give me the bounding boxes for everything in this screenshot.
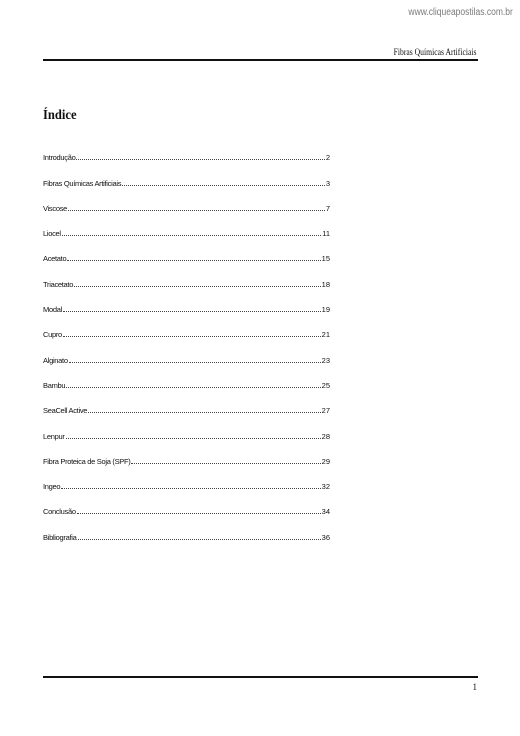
toc-entry-label: Alginato [43,355,68,365]
toc-entry-label: Fibras Químicas Artificiais [43,178,122,188]
toc-entry-page: 23 [321,355,330,365]
toc-entry-page: 21 [321,330,330,340]
toc-dot-leader [76,159,324,160]
toc-dot-leader [88,412,320,413]
toc-entry-label: Lenpur [43,431,65,441]
toc-dot-leader [122,185,325,186]
toc-entry-label: Triacetato [43,279,74,289]
toc-dot-leader [66,438,321,439]
toc-entry-label: Conclusão [43,507,76,517]
toc-entry[interactable] [43,390,330,415]
toc-dot-leader [69,362,321,363]
toc-entry[interactable] [43,188,330,213]
toc-entry[interactable] [43,441,330,466]
toc-entry-page: 34 [321,507,330,517]
toc-entry-label: Ingeo [43,482,61,492]
toc-dot-leader [62,235,321,236]
toc-dot-leader [63,311,321,312]
toc-entry-label: Fibra Proteica de Soja (SPF) [43,456,131,466]
toc-entry-page: 36 [321,532,330,542]
toc-entry-label: SeaCell Active [43,406,88,416]
toc-entry-label: Liocel [43,229,61,239]
running-header-title: Fibras Químicas Artificiais [393,47,476,57]
toc-entry[interactable] [43,516,330,541]
toc-entry-label: Bibliografia [43,532,77,542]
toc-entry[interactable] [43,491,330,516]
toc-entry-label: Modal [43,305,62,315]
toc-entry-page: 19 [321,305,330,315]
toc-entry[interactable] [43,238,330,263]
toc-entry-page: 32 [321,482,330,492]
toc-dot-leader [78,539,321,540]
toc-entry-page: 27 [321,406,330,416]
toc-entry-label: Acetato [43,254,67,264]
toc-entry-label: Cupro [43,330,62,340]
toc-entry-label: Viscose [43,203,68,213]
toc-entry-label: Bambu [43,380,66,390]
toc-dot-leader [63,336,321,337]
toc-dot-leader [68,210,325,211]
toc-entry-page: 2 [325,153,330,163]
toc-entry-page: 29 [321,456,330,466]
toc-entry[interactable] [43,162,330,187]
toc-entry[interactable] [43,314,330,339]
toc-dot-leader [66,387,320,388]
toc-entry-page: 28 [321,431,330,441]
toc-entry-page: 18 [321,279,330,289]
toc-entry[interactable] [43,213,330,238]
toc-entry[interactable] [43,365,330,390]
page-number: 1 [472,682,477,692]
watermark-url: www.cliqueapostilas.com.br [408,7,513,18]
toc-entry-page: 11 [322,229,330,239]
header-divider [43,59,478,61]
index-heading: Índice [43,108,77,123]
footer-divider [43,676,478,678]
toc-dot-leader [74,286,321,287]
toc-entry[interactable] [43,415,330,440]
toc-dot-leader [77,513,321,514]
toc-entry[interactable] [43,339,330,364]
toc-entry-page: 3 [325,178,330,188]
toc-entry[interactable] [43,137,330,162]
toc-entry-page: 25 [321,380,330,390]
toc-entry-page: 15 [321,254,330,264]
toc-entry-label: Introdução [43,153,76,163]
toc-entry[interactable] [43,466,330,491]
toc-dot-leader [67,260,320,261]
toc-dot-leader [131,463,320,464]
table-of-contents [43,137,330,542]
toc-entry[interactable] [43,289,330,314]
toc-entry-page: 7 [325,203,330,213]
toc-dot-leader [61,488,320,489]
toc-entry[interactable] [43,263,330,288]
